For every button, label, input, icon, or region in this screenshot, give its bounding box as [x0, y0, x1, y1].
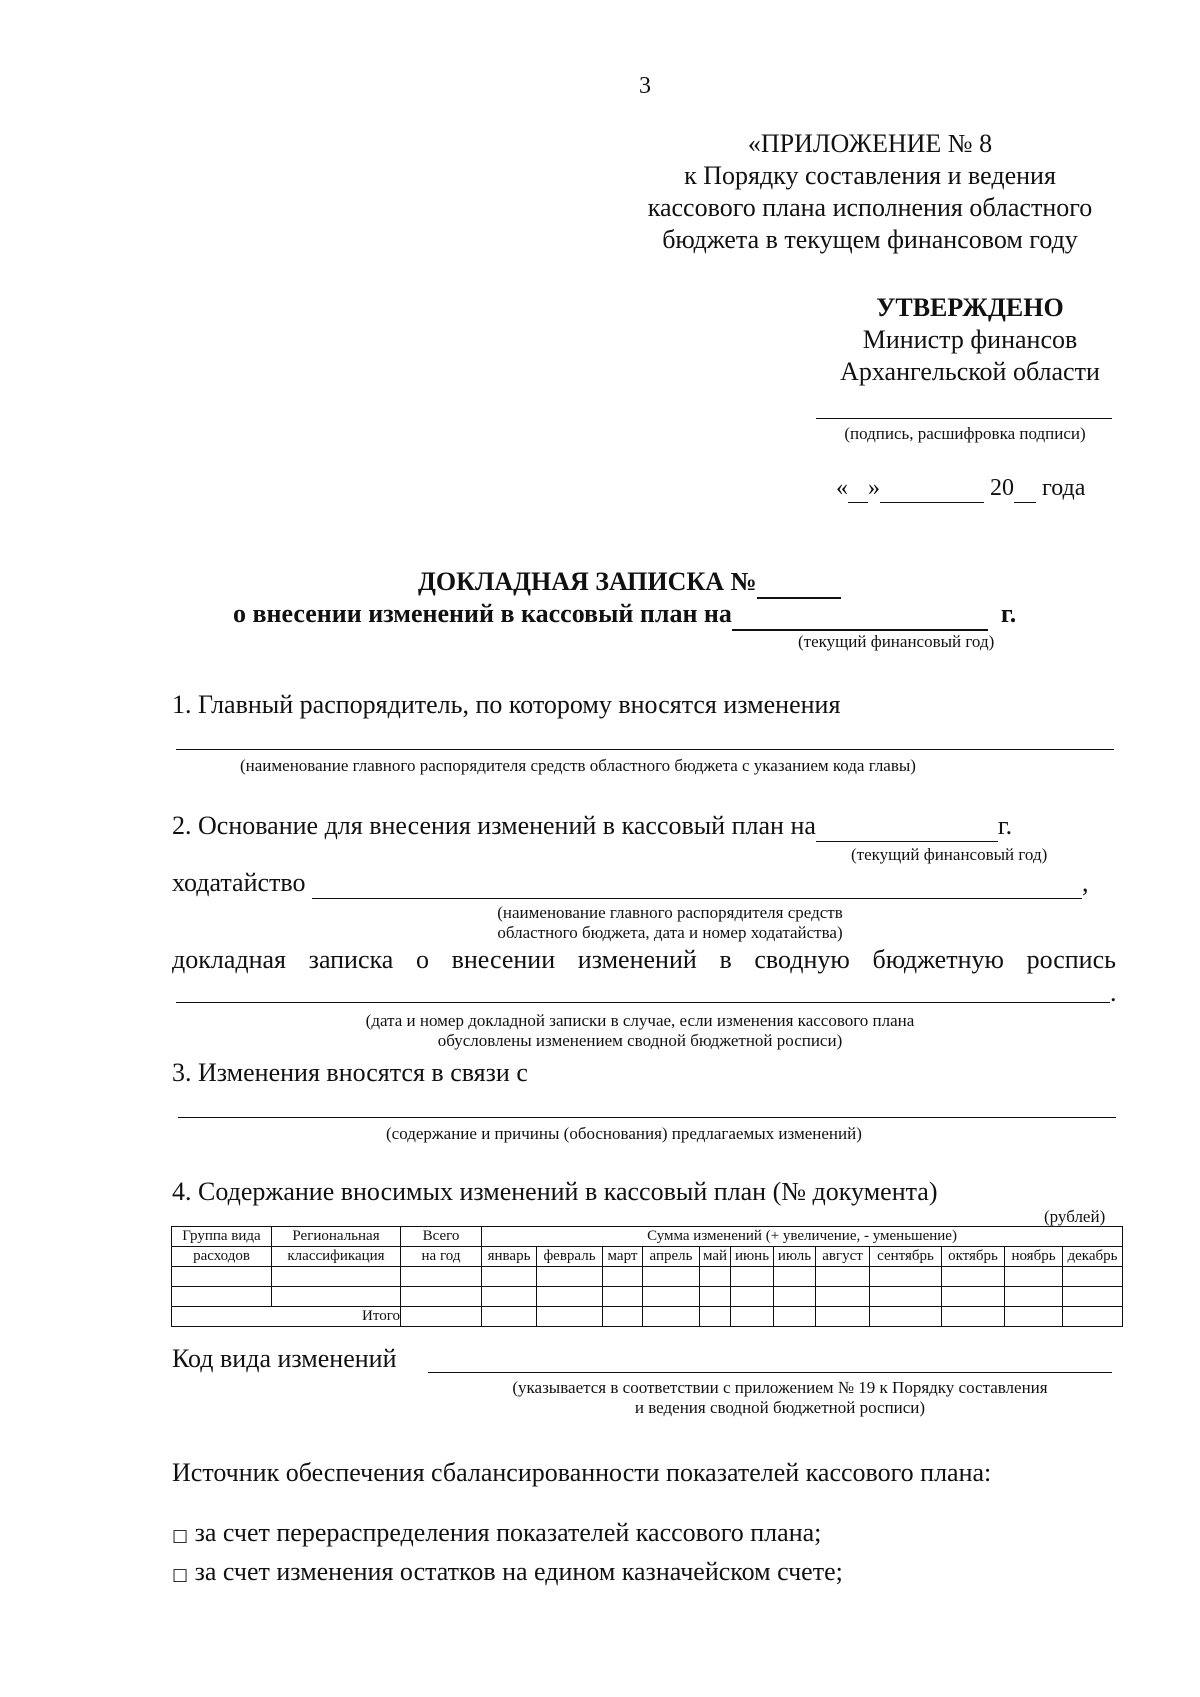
section-2-year-caption: (текущий финансовый год): [851, 845, 1048, 864]
section-3-text: 3. Изменения вносятся в связи с: [172, 1058, 528, 1087]
total-row-label: Итого: [172, 1307, 401, 1327]
section-4-text: 4. Содержание вносимых изменений в кассовый план (№ документа): [172, 1177, 938, 1206]
approval-title: УТВЕРЖДЕНО: [876, 293, 1064, 322]
col-total-header-2: на год: [401, 1247, 482, 1267]
appendix-line-2: к Порядку составления и ведения: [684, 161, 1056, 190]
memo-reference-end: .: [1110, 978, 1117, 1007]
appendix-title: «ПРИЛОЖЕНИЕ № 8: [747, 129, 993, 158]
table-cell: [731, 1267, 774, 1287]
memo-title: [418, 567, 841, 599]
date-open-quote: «: [836, 475, 848, 501]
change-code-caption-2: и ведения сводной бюджетной росписи): [634, 1398, 926, 1417]
change-code-caption-1: (указывается в соответствии с приложением № 19 к Порядку составления: [512, 1378, 1048, 1397]
table-cell: [942, 1307, 1005, 1327]
header-row-1: [172, 1227, 1123, 1247]
balance-option-redistribution: [172, 1515, 843, 1554]
balance-option-text: за счет перераспределения показателей кассового плана;: [194, 1518, 822, 1547]
balance-option-treasury-balance: [172, 1554, 843, 1593]
approval-region: Архангельской области: [840, 357, 1100, 386]
table-cell: [816, 1287, 870, 1307]
memo-year-blank: [732, 599, 988, 631]
balance-option-text: за счет изменения остатков на едином казначейском счете;: [194, 1557, 843, 1586]
table-cell: [482, 1287, 537, 1307]
table-row: [172, 1287, 1123, 1307]
checkbox-icon: □: [172, 1565, 189, 1585]
table-cell: [537, 1307, 603, 1327]
table-cell: [1005, 1307, 1063, 1327]
table-cell: [774, 1307, 816, 1327]
table-cell: [1063, 1287, 1123, 1307]
col-total-header-1: Всего: [401, 1227, 482, 1247]
table-cell: [537, 1267, 603, 1287]
month-header: июль: [774, 1247, 816, 1267]
table-cell: [731, 1287, 774, 1307]
table-cell: [537, 1287, 603, 1307]
memo-number-blank: [757, 567, 841, 599]
header-row-2: [172, 1247, 1123, 1267]
table-cell: [1063, 1307, 1123, 1327]
table-cell: [272, 1287, 401, 1307]
month-header: декабрь: [1063, 1247, 1123, 1267]
memo-subtitle-suffix: г.: [1000, 599, 1017, 628]
table-cell: [272, 1267, 401, 1287]
section-1-caption: (наименование главного распорядителя средств областного бюджета с указанием кода главы): [240, 756, 916, 775]
memo-reference-line: [176, 1002, 1110, 1003]
table-cell: [603, 1307, 643, 1327]
table-cell: [172, 1287, 272, 1307]
month-header: ноябрь: [1005, 1247, 1063, 1267]
year-prefix: 20: [990, 475, 1014, 501]
memo-subtitle: [233, 599, 1016, 631]
month-header: март: [603, 1247, 643, 1267]
table-cell: [482, 1307, 537, 1327]
approval-position: Министр финансов: [862, 325, 1078, 354]
approval-date: [836, 475, 1085, 503]
memo-caption-1: (дата и номер докладной записки в случае, если изменения кассового плана: [365, 1011, 915, 1030]
change-code-line: [428, 1372, 1112, 1373]
table-cell: [172, 1267, 272, 1287]
petition-caption: [420, 903, 920, 943]
units-label: (рублей): [1044, 1207, 1106, 1226]
balance-options: [172, 1515, 843, 1593]
table-cell: [700, 1267, 731, 1287]
table-cell: [731, 1307, 774, 1327]
signature-line: [816, 418, 1112, 419]
petition-caption-2: областного бюджета, дата и номер ходатайства): [497, 923, 843, 942]
page-number: 3: [639, 73, 651, 99]
section-2-line: [172, 811, 1012, 842]
table-cell: [603, 1267, 643, 1287]
petition-blank: [312, 868, 1082, 899]
col-group-header-2: расходов: [172, 1247, 272, 1267]
memo-caption-2: обусловлены изменением сводной бюджетной росписи): [437, 1031, 843, 1050]
table-cell: [643, 1307, 700, 1327]
memo-reference-caption: [300, 1011, 980, 1051]
section-1-line: [176, 749, 1114, 750]
month-header: июнь: [731, 1247, 774, 1267]
table-cell: [942, 1267, 1005, 1287]
changes-table: [171, 1226, 1123, 1327]
table-cell: [774, 1267, 816, 1287]
table-cell: [774, 1287, 816, 1307]
table-cell: [700, 1307, 731, 1327]
balance-title: Источник обеспечения сбалансированности показателей кассового плана:: [172, 1458, 992, 1487]
approval-block: [800, 292, 1140, 388]
section-3-line: [178, 1117, 1116, 1118]
table-row: [172, 1267, 1123, 1287]
table-cell: [1005, 1287, 1063, 1307]
table-cell: [1005, 1267, 1063, 1287]
petition-line: [172, 868, 1089, 899]
month-header: май: [700, 1247, 731, 1267]
sum-changes-header: Сумма изменений (+ увеличение, - уменьшение): [482, 1227, 1123, 1247]
appendix-block: [600, 128, 1140, 256]
table-cell: [401, 1267, 482, 1287]
section-3-caption: (содержание и причины (обоснования) предлагаемых изменений): [386, 1124, 862, 1143]
month-header: август: [816, 1247, 870, 1267]
total-row: [172, 1307, 1123, 1327]
date-close-quote: »: [868, 475, 880, 501]
table-cell: [482, 1267, 537, 1287]
table-cell: [401, 1287, 482, 1307]
col-group-header-1: Группа вида: [172, 1227, 272, 1247]
table-cell: [603, 1287, 643, 1307]
table-cell: [870, 1267, 942, 1287]
month-header: октябрь: [942, 1247, 1005, 1267]
table-cell: [870, 1287, 942, 1307]
month-blank: [880, 475, 984, 503]
section-2-suffix: г.: [997, 811, 1013, 840]
petition-caption-1: (наименование главного распорядителя средств: [497, 903, 843, 922]
appendix-line-3: кассового плана исполнения областного: [647, 193, 1093, 222]
petition-label: ходатайство: [172, 868, 306, 897]
month-header: январь: [482, 1247, 537, 1267]
table-cell: [401, 1307, 482, 1327]
change-code-label: Код вида изменений: [172, 1344, 397, 1373]
signature-caption: (подпись, расшифровка подписи): [844, 424, 1086, 443]
memo-title-text: ДОКЛАДНАЯ ЗАПИСКА №: [418, 567, 757, 596]
memo-subtitle-text: о внесении изменений в кассовый план на: [233, 599, 732, 628]
table-cell: [700, 1287, 731, 1307]
section-2-text: 2. Основание для внесения изменений в кассовый план на: [172, 811, 816, 840]
checkbox-icon: □: [172, 1526, 189, 1546]
col-region-header-2: классификация: [272, 1247, 401, 1267]
memo-reference-text: докладная записка о внесении изменений в сводную бюджетную роспись: [172, 945, 1116, 974]
table-cell: [942, 1287, 1005, 1307]
year-suffix: года: [1042, 475, 1086, 501]
year-blank: [1014, 475, 1036, 503]
table-cell: [870, 1307, 942, 1327]
month-header: февраль: [537, 1247, 603, 1267]
col-region-header-1: Региональная: [272, 1227, 401, 1247]
section-2-year-blank: [816, 811, 998, 842]
memo-year-caption: (текущий финансовый год): [798, 632, 995, 651]
petition-end: ,: [1082, 868, 1089, 897]
month-header: сентябрь: [870, 1247, 942, 1267]
table-cell: [1063, 1267, 1123, 1287]
section-1-text: 1. Главный распорядитель, по которому вносятся изменения: [172, 690, 841, 719]
table-cell: [816, 1307, 870, 1327]
month-header: апрель: [643, 1247, 700, 1267]
table-cell: [643, 1267, 700, 1287]
table-cell: [643, 1287, 700, 1307]
change-code-caption: [440, 1378, 1120, 1418]
table-cell: [816, 1267, 870, 1287]
day-blank: [848, 475, 868, 503]
appendix-line-4: бюджета в текущем финансовом году: [662, 225, 1078, 254]
